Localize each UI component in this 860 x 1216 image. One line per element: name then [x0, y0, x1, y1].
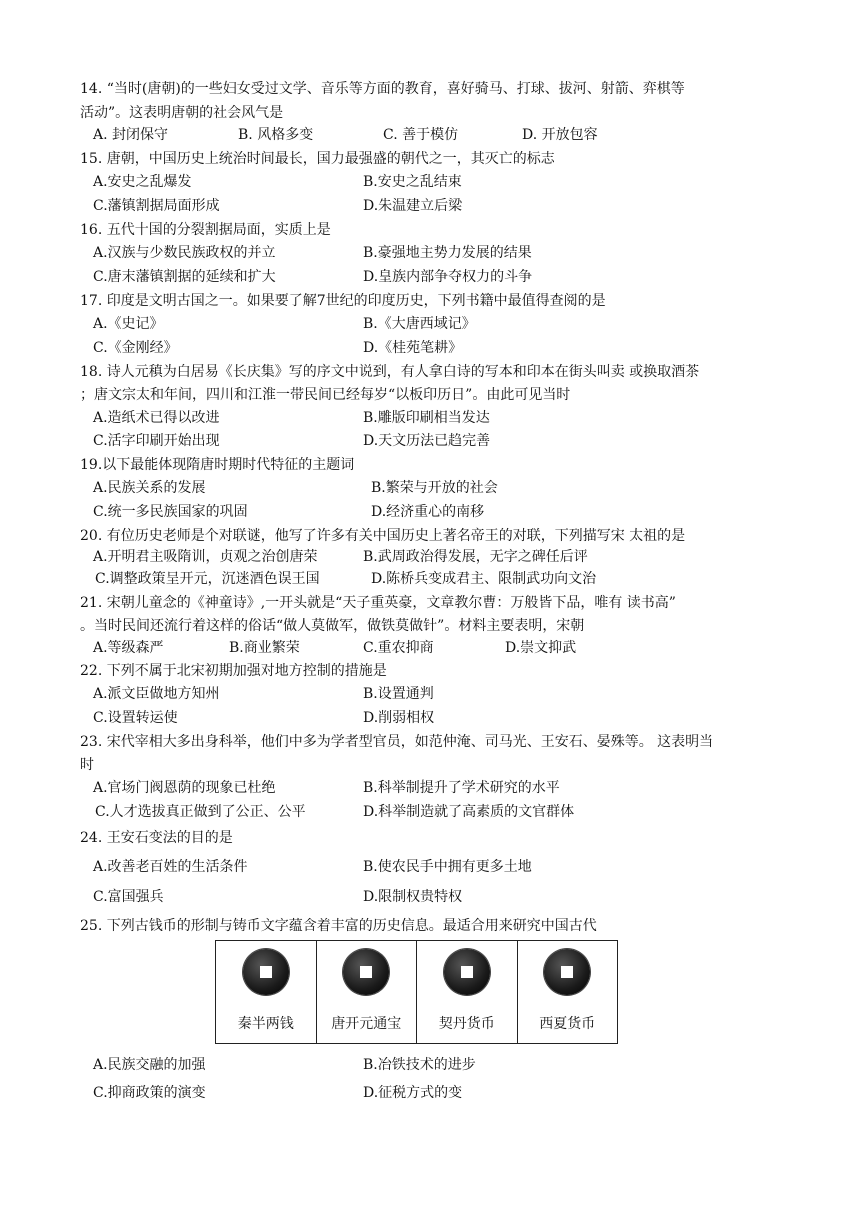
q17-option-b: B.《大唐西域记》: [363, 316, 476, 332]
q21-option-b: B.商业繁荣: [229, 640, 300, 656]
question-18-stem-line2: ；唐文宗太和年间，四川和江淮一带民间已经每岁“以板印历日”。由此可见当时: [80, 387, 571, 403]
q19-option-a: A.民族关系的发展: [93, 480, 206, 496]
coin-image: [544, 949, 590, 995]
q20-option-a: A.开明君主吸隋训，贞观之治创唐荣: [93, 549, 318, 565]
q19-option-b: B.繁荣与开放的社会: [371, 480, 498, 496]
coin-label: 唐开元通宝: [331, 1016, 402, 1032]
q17-option-a: A.《史记》: [93, 316, 164, 332]
q15-option-c: C.藩镇割据局面形成: [93, 198, 220, 214]
q15-option-b: B.安史之乱结束: [363, 174, 462, 190]
q22-option-d: D.削弱相权: [363, 710, 435, 726]
q19-option-d: D.经济重心的南移: [371, 504, 485, 520]
q24-option-d: D.限制权贵特权: [363, 889, 463, 905]
q24-option-b: B.使农民手中拥有更多土地: [363, 859, 532, 875]
question-15-stem: 15. 唐朝，中国历史上统治时间最长，国力最强盛的朝代之一，其灭亡的标志: [80, 151, 555, 167]
q24-option-c: C.富国强兵: [93, 889, 164, 905]
question-25-stem: 25. 下列古钱币的形制与铸币文字蕴含着丰富的历史信息。最适合用来研究中国古代: [80, 918, 597, 934]
coin-cell: [518, 941, 618, 1043]
q18-option-a: A.造纸术已得以改进: [93, 410, 220, 426]
q23-option-a: A.官场门阀恩荫的现象已杜绝: [93, 780, 276, 796]
q20-option-b: B.武周政治得发展，无字之碑任后评: [363, 549, 588, 565]
coin-label: 契丹货币: [438, 1016, 495, 1032]
coin-cell: [317, 941, 418, 1043]
coin-image: [343, 949, 389, 995]
q21-option-a: A.等级森严: [93, 640, 164, 656]
q16-option-c: C.唐末藩镇割据的延续和扩大: [93, 269, 276, 285]
question-24-stem: 24. 王安石变法的目的是: [80, 830, 233, 846]
q18-option-c: C.活字印刷开始出现: [93, 433, 220, 449]
coin-label: 西夏货币: [539, 1016, 596, 1032]
q23-option-d: D.科举制造就了高素质的文官群体: [363, 804, 575, 820]
q25-option-b: B.冶铁技术的进步: [363, 1057, 476, 1073]
q16-option-a: A.汉族与少数民族政权的并立: [93, 245, 276, 261]
question-19-stem: 19.以下最能体现隋唐时期时代特征的主题词: [80, 457, 355, 473]
question-21-stem-line1: 21. 宋朝儿童念的《神童诗》,一开头就是“天子重英豪，文章教尔曹：万般皆下品，唯有 读书高”: [80, 595, 676, 611]
q24-option-a: A.改善老百姓的生活条件: [93, 859, 248, 875]
q22-option-c: C.设置转运使: [93, 710, 178, 726]
coin-label: 秦半两钱: [237, 1016, 294, 1032]
question-16-stem: 16. 五代十国的分裂割据局面，实质上是: [80, 222, 331, 238]
q14-option-b: B. 风格多变: [238, 127, 314, 143]
q23-option-c: C.人才选拔真正做到了公正、公平: [95, 804, 306, 820]
question-14-stem-line2: 活动”。这表明唐朝的社会风气是: [80, 105, 284, 121]
q25-option-c: C.抑商政策的演变: [93, 1085, 206, 1101]
coin-image: [243, 949, 289, 995]
q25-option-d: D.征税方式的变: [363, 1085, 463, 1101]
q20-option-d: D.陈桥兵变成君主、限制武功向文治: [371, 571, 597, 587]
q17-option-c: C.《金刚经》: [93, 340, 178, 356]
question-23-stem-line1: 23. 宋代宰相大多出身科举，他们中多为学者型官员，如范仲淹、司马光、王安石、晏殊等。 这表明当: [80, 734, 714, 750]
q16-option-d: D.皇族内部争夺权力的斗争: [363, 269, 533, 285]
q25-option-a: A.民族交融的加强: [93, 1057, 206, 1073]
q21-option-c: C.重农抑商: [363, 640, 434, 656]
question-17-stem: 17. 印度是文明古国之一。如果要了解7世纪的印度历史，下列书籍中最值得查阅的是: [80, 293, 606, 309]
q15-option-d: D.朱温建立后梁: [363, 198, 463, 214]
question-20-stem: 20. 有位历史老师是个对联谜，他写了许多有关中国历史上著名帝王的对联，下列描写宋 太祖的是: [80, 528, 686, 544]
q18-option-d: D.天文历法已趋完善: [363, 433, 491, 449]
q20-option-c: C.调整政策呈开元，沉迷酒色误王国: [95, 571, 320, 587]
coin-image: [444, 949, 490, 995]
q14-option-c: C. 善于模仿: [383, 127, 459, 143]
q21-option-d: D.崇文抑武: [505, 640, 577, 656]
coin-table: [215, 940, 618, 1044]
coin-cell: [417, 941, 518, 1043]
q22-option-a: A.派文臣做地方知州: [93, 686, 220, 702]
q14-option-d: D. 开放包容: [522, 127, 598, 143]
coin-cell: [216, 941, 317, 1043]
question-21-stem-line2: 。当时民间还流行着这样的俗话“做人莫做军，做铁莫做针”。材料主要表明，宋朝: [80, 618, 585, 634]
question-23-stem-line2: 时: [80, 757, 94, 773]
q23-option-b: B.科举制提升了学术研究的水平: [363, 780, 560, 796]
question-14-stem-line1: 14. “当时(唐朝)的一些妇女受过文学、音乐等方面的教育，喜好骑马、打球、拔河、射箭、弈棋等: [80, 81, 685, 97]
q15-option-a: A.安史之乱爆发: [93, 174, 192, 190]
q14-option-a: A. 封闭保守: [93, 127, 169, 143]
question-22-stem: 22. 下列不属于北宋初期加强对地方控制的措施是: [80, 663, 387, 679]
q17-option-d: D.《桂苑笔耕》: [363, 340, 463, 356]
question-18-stem-line1: 18. 诗人元稹为白居易《长庆集》写的序文中说到，有人拿白诗的写本和印本在街头叫卖 或换取酒茶: [80, 364, 700, 380]
q18-option-b: B.雕版印刷相当发达: [363, 410, 490, 426]
q16-option-b: B.豪强地主势力发展的结果: [363, 245, 532, 261]
q22-option-b: B.设置通判: [363, 686, 434, 702]
q19-option-c: C.统一多民族国家的巩固: [93, 504, 248, 520]
